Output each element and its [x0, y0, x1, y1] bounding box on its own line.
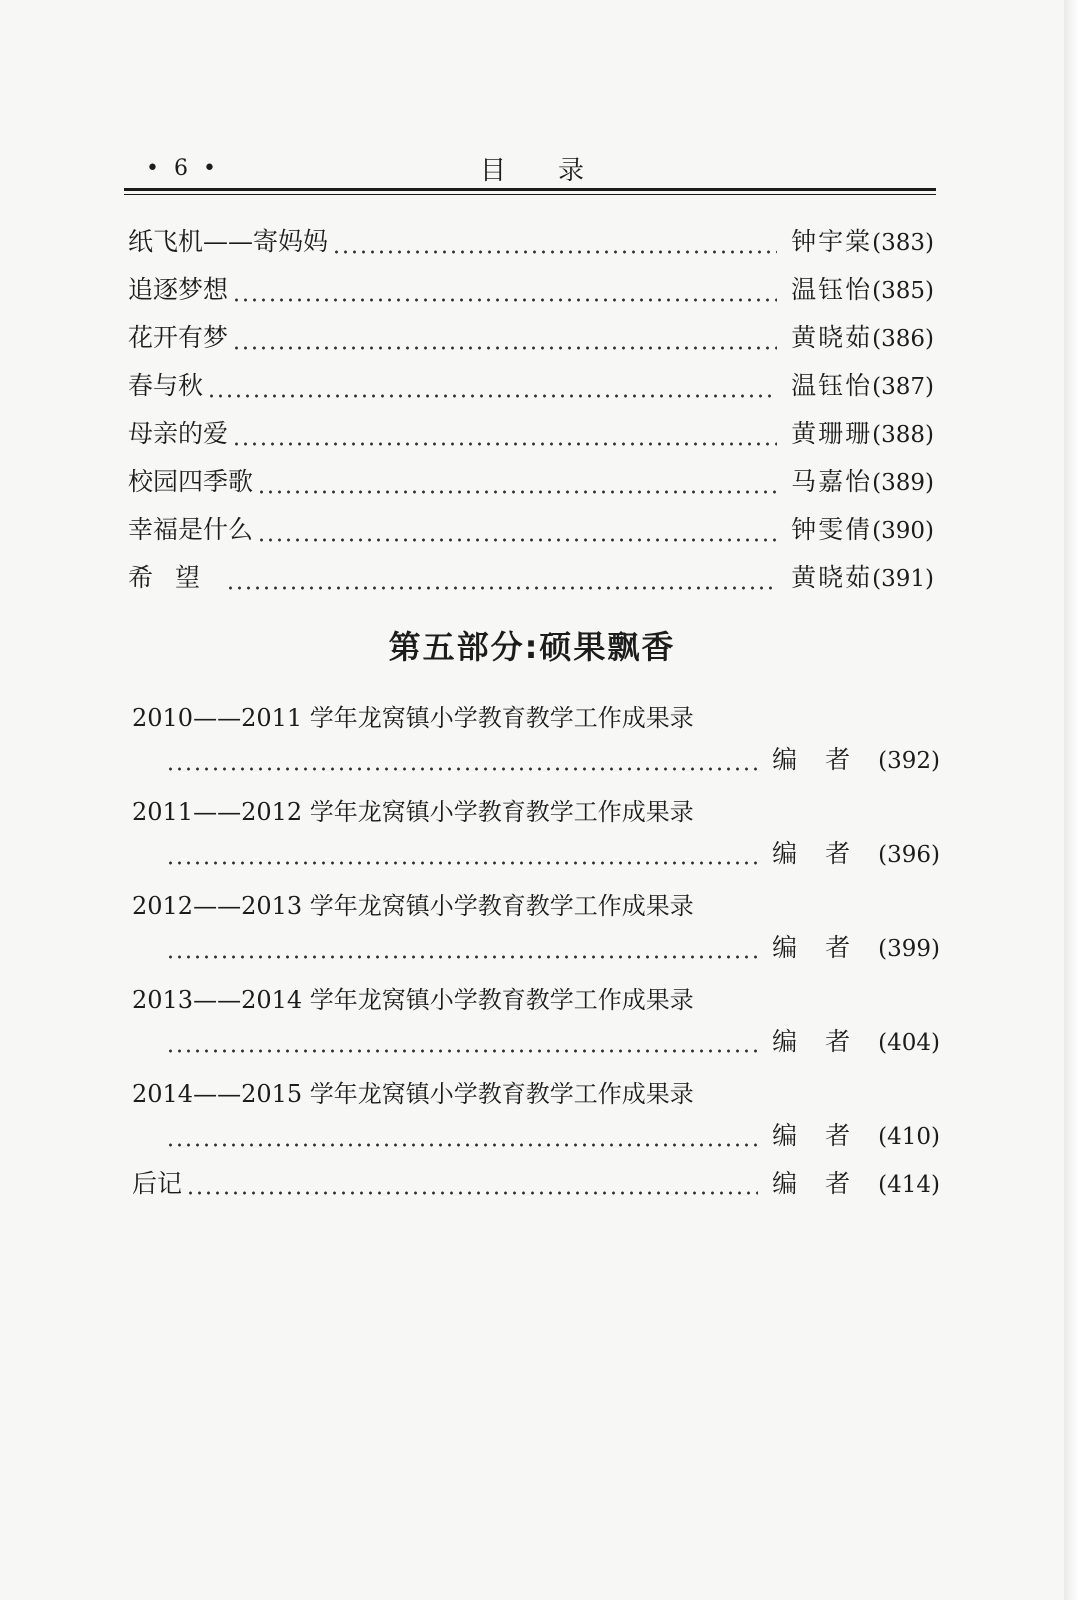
entry-page-number: (392) — [878, 748, 940, 774]
dot-leader — [166, 955, 758, 959]
page-header — [128, 148, 936, 190]
dot-leader — [166, 861, 758, 865]
toc-page-number: (387) — [872, 374, 934, 400]
toc-row[interactable] — [128, 270, 934, 318]
entry-author: 编者 — [772, 745, 879, 774]
toc-author: 温钰怡 — [791, 371, 873, 400]
toc-author: 钟雯倩 — [791, 515, 873, 544]
afterword-title: 后记 — [132, 1169, 183, 1198]
entry-author: 编者 — [772, 1027, 879, 1056]
dot-leader — [166, 1143, 758, 1147]
section-entry[interactable] — [132, 1072, 940, 1166]
entry-title: 2012——2013 学年龙窝镇小学教育教学工作成果录 — [132, 892, 694, 920]
toc-author: 黄珊珊 — [791, 419, 873, 448]
entry-page-number: (410) — [878, 1124, 940, 1150]
entry-author: 编者 — [772, 1121, 879, 1150]
toc-author: 马嘉怡 — [791, 467, 873, 496]
entry-line — [162, 834, 940, 880]
toc-row[interactable] — [128, 366, 934, 414]
dot-leader — [226, 586, 777, 590]
toc-title: 幸福是什么 — [128, 515, 254, 544]
toc-page-number: (386) — [872, 326, 934, 352]
header-rule-thin — [124, 194, 936, 195]
toc-list — [128, 222, 934, 606]
entry-title: 2010——2011 学年龙窝镇小学教育教学工作成果录 — [132, 704, 694, 732]
page-number: • 6 • — [146, 156, 220, 181]
dot-leader — [207, 394, 777, 398]
toc-author: 黄晓茹 — [791, 323, 873, 352]
dot-leader — [257, 538, 777, 542]
afterword-entry[interactable] — [132, 1164, 940, 1210]
afterword-page-number: (414) — [878, 1172, 940, 1198]
section-entry[interactable] — [132, 696, 940, 790]
toc-page-number: (391) — [872, 566, 934, 592]
entry-title: 2013——2014 学年龙窝镇小学教育教学工作成果录 — [132, 986, 694, 1014]
entry-page-number: (404) — [878, 1030, 940, 1056]
toc-author: 钟宇棠 — [791, 227, 873, 256]
toc-page-number: (385) — [872, 278, 934, 304]
toc-page-number: (388) — [872, 422, 934, 448]
toc-title: 校园四季歌 — [128, 467, 254, 496]
entry-line — [162, 1116, 940, 1162]
dot-leader — [166, 1049, 758, 1053]
entry-line — [162, 740, 940, 786]
toc-title: 母亲的爱 — [128, 419, 229, 448]
toc-title: 追逐梦想 — [128, 275, 229, 304]
toc-row[interactable] — [128, 462, 934, 510]
toc-title: 纸飞机——寄妈妈 — [128, 227, 329, 256]
afterword-author: 编者 — [772, 1169, 879, 1198]
dot-leader — [232, 346, 777, 350]
toc-row[interactable] — [128, 510, 934, 558]
dot-leader — [232, 442, 777, 446]
header-rule-thick — [124, 188, 936, 191]
entry-line — [162, 928, 940, 974]
toc-title: 花开有梦 — [128, 323, 229, 352]
toc-title: 希望 — [128, 563, 223, 592]
running-title: 目录 — [480, 156, 637, 186]
entry-title: 2014——2015 学年龙窝镇小学教育教学工作成果录 — [132, 1080, 694, 1108]
entry-page-number: (396) — [878, 842, 940, 868]
section-entry[interactable] — [132, 978, 940, 1072]
toc-page-number: (389) — [872, 470, 934, 496]
toc-row[interactable] — [128, 414, 934, 462]
entry-author: 编者 — [772, 933, 879, 962]
dot-leader — [166, 767, 758, 771]
toc-page-number: (383) — [872, 230, 934, 256]
toc-row[interactable] — [128, 558, 934, 606]
toc-title: 春与秋 — [128, 371, 204, 400]
dot-leader — [186, 1191, 758, 1195]
toc-author: 黄晓茹 — [791, 563, 873, 592]
toc-page-number: (390) — [872, 518, 934, 544]
dot-leader — [257, 490, 777, 494]
section-heading: 第五部分:硕果飘香 — [388, 628, 676, 666]
section-entry[interactable] — [132, 884, 940, 978]
toc-row[interactable] — [128, 222, 934, 270]
entry-author: 编者 — [772, 839, 879, 868]
page-edge — [1064, 0, 1078, 1600]
section-entry[interactable] — [132, 790, 940, 884]
toc-author: 温钰怡 — [791, 275, 873, 304]
toc-row[interactable] — [128, 318, 934, 366]
dot-leader — [232, 298, 777, 302]
dot-leader — [332, 250, 777, 254]
entry-title: 2011——2012 学年龙窝镇小学教育教学工作成果录 — [132, 798, 694, 826]
entry-page-number: (399) — [878, 936, 940, 962]
entry-line — [162, 1022, 940, 1068]
section-entries — [132, 696, 940, 1210]
